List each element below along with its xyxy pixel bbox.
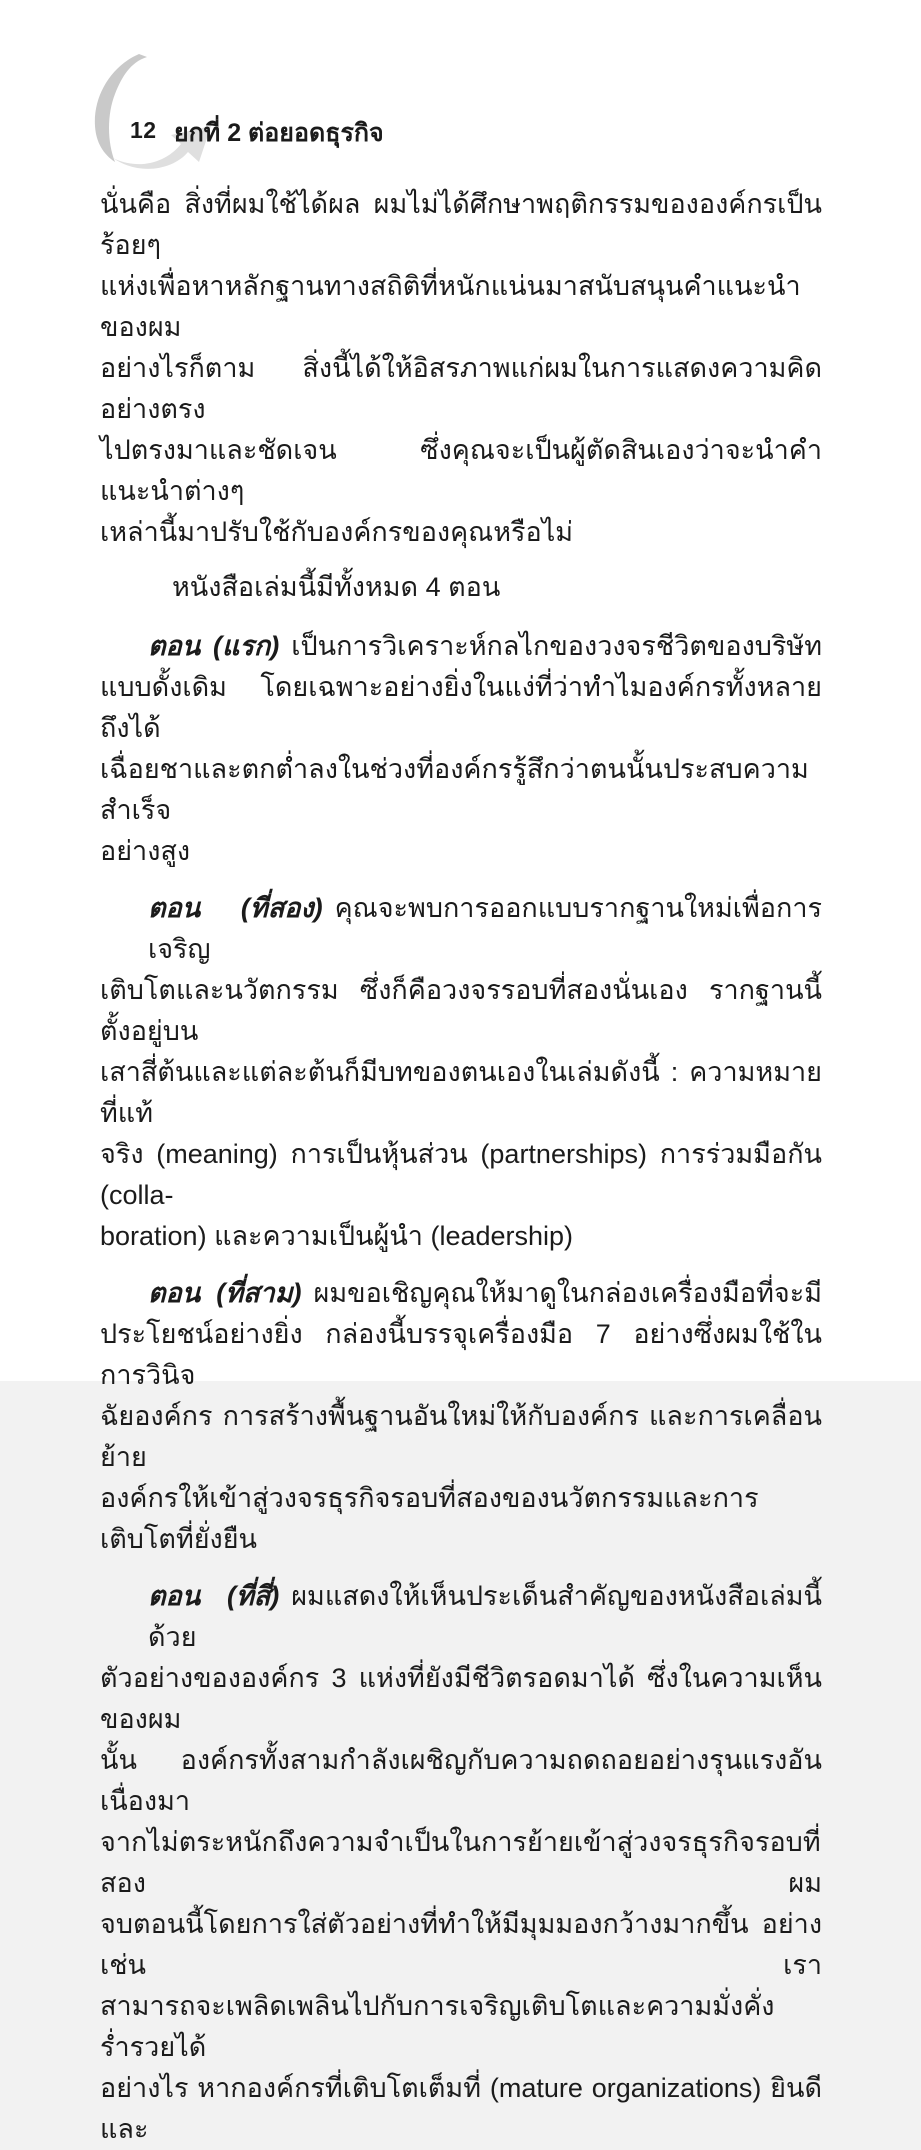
text-line: ตัวอย่างขององค์กร 3 แห่งที่ยังมีชีวิตรอดมาได้ ซึ่งในความเห็นของผม (100, 1663, 822, 1734)
text-line: จากไม่ตระหนักถึงความจำเป็นในการย้ายเข้าสู่วงจรธุรกิจรอบที่สอง ผม (100, 1827, 822, 1898)
page-number: 12 (130, 117, 157, 143)
book-overview-line: หนังสือเล่มนี้มีทั้งหมด 4 ตอน (172, 572, 501, 602)
text-line: เสาสี่ต้นและแต่ละต้นก็มีบทของตนเองในเล่มดังนี้ : ความหมายที่แท้ (100, 1057, 822, 1128)
text-line (100, 626, 822, 667)
section-lead: ตอน (ที่สี่) (148, 1581, 280, 1611)
text-line: จบตอนนี้โดยการใส่ตัวอย่างที่ทำให้มีมุมมองกว้างมากขึ้น อย่างเช่น เรา (100, 1909, 822, 1980)
text-line: แบบดั้งเดิม โดยเฉพาะอย่างยิ่งในแง่ที่ว่าทำไมองค์กรทั้งหลายถึงได้ (100, 672, 822, 743)
section-lead: ตอน (แรก) (148, 631, 280, 661)
text-line: ฉัยองค์กร การสร้างพื้นฐานอันใหม่ให้กับองค์กร และการเคลื่อนย้าย (100, 1401, 822, 1472)
section-lead: ตอน (ที่สาม) (148, 1278, 302, 1308)
text-line: สามารถจะเพลิดเพลินไปกับการเจริญเติบโตและความมั่งคั่งร่ำรวยได้ (100, 1991, 775, 2062)
section-text: ผมแสดงให้เห็นประเด็นสำคัญของหนังสือเล่มนี้ด้วย (148, 1581, 822, 1652)
text-line: เหล่านี้มาปรับใช้กับองค์กรของคุณหรือไม่ (100, 517, 574, 547)
text-line: เฉื่อยชาและตกต่ำลงในช่วงที่องค์กรรู้สึกว่าตนนั้นประสบความสำเร็จ (100, 754, 809, 825)
text-line: เติบโตและนวัตกรรม ซึ่งก็คือวงจรรอบที่สองนั่นเอง รากฐานนี้ตั้งอยู่บน (100, 975, 822, 1046)
text-line: จริง (meaning) การเป็นหุ้นส่วน (partnerships) การร่วมมือกัน (colla- (100, 1139, 822, 1210)
text-line (100, 1576, 822, 1658)
section-text: เป็นการวิเคราะห์กลไกของวงจรชีวิตของบริษัท (291, 631, 822, 661)
intro-paragraph (100, 184, 822, 553)
text-line: นั้น องค์กรทั้งสามกำลังเผชิญกับความถดถอยอย่างรุนแรงอันเนื่องมา (100, 1745, 822, 1816)
text-line: อย่างไรก็ตาม สิ่งนี้ได้ให้อิสรภาพแก่ผมในการแสดงความคิดอย่างตรง (100, 353, 822, 424)
section-part-4 (100, 1576, 822, 2150)
text-line: แห่งเพื่อหาหลักฐานทางสถิติที่หนักแน่นมาสนับสนุนคำแนะนำของผม (100, 271, 801, 342)
section-part-3 (100, 1273, 822, 1560)
text-line: boration) และความเป็นผู้นำ (leadership) (100, 1221, 574, 1251)
text-line (100, 1273, 822, 1314)
section-part-1 (100, 626, 822, 872)
text-line: ประโยชน์อย่างยิ่ง กล่องนี้บรรจุเครื่องมือ 7 อย่างซึ่งผมใช้ในการวินิจ (100, 1319, 822, 1390)
chapter-title: ยกที่ 2 ต่อยอดธุรกิจ (174, 119, 384, 147)
text-line: ไปตรงมาและชัดเจน ซึ่งคุณจะเป็นผู้ตัดสินเองว่าจะนำคำแนะนำต่างๆ (100, 435, 822, 506)
section-part-2 (100, 888, 822, 1257)
text-line: นั่นคือ สิ่งที่ผมใช้ได้ผล ผมไม่ได้ศึกษาพฤติกรรมขององค์กรเป็นร้อยๆ (100, 189, 822, 260)
section-text: คุณจะพบการออกแบบรากฐานใหม่เพื่อการเจริญ (148, 893, 822, 964)
text-line (100, 888, 822, 970)
section-lead: ตอน (ที่สอง) (148, 893, 323, 923)
text-line: องค์กรให้เข้าสู่วงจรธุรกิจรอบที่สองของนวัตกรรมและการเติบโตที่ยั่งยืน (100, 1483, 759, 1554)
text-line: อย่างไร หากองค์กรที่เติบโตเต็มที่ (mature organizations) ยินดีและ (100, 2073, 822, 2144)
section-text: ผมขอเชิญคุณให้มาดูในกล่องเครื่องมือที่จะมี (313, 1278, 822, 1308)
text-line: อย่างสูง (100, 836, 191, 866)
page-body (100, 184, 822, 2150)
